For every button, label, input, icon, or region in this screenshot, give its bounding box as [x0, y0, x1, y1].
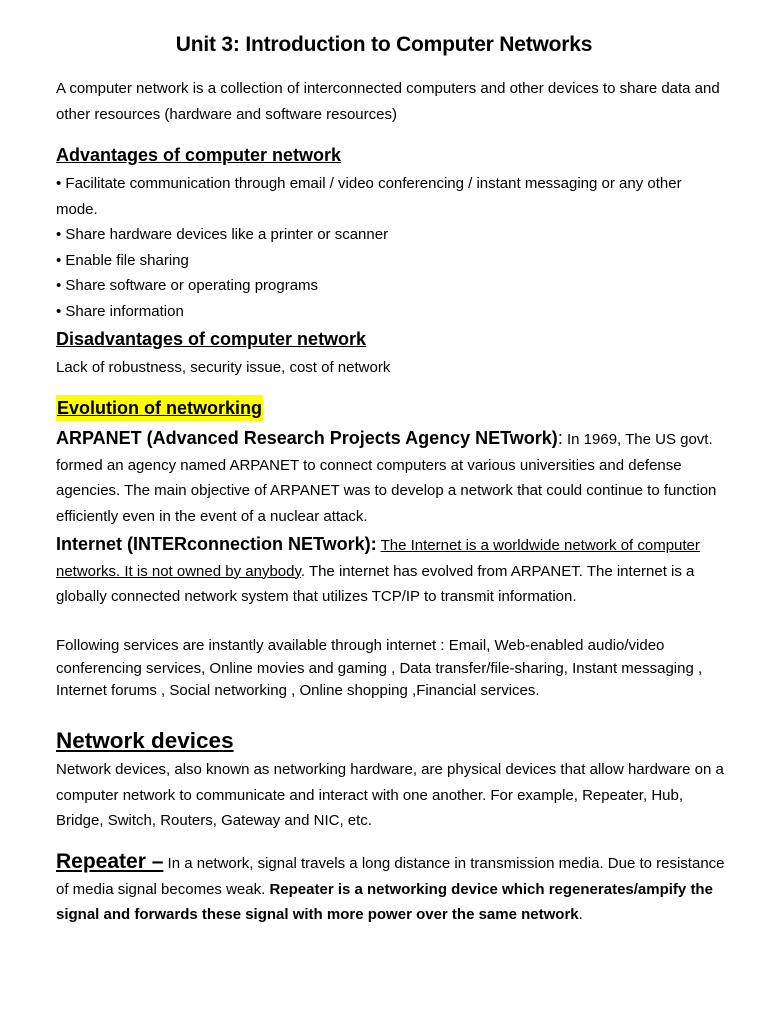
repeater-term: Repeater –: [56, 850, 164, 873]
repeater-text: In a network, signal travels a long distance in transmission media. Due to resistance of media signal becomes weak.: [56, 855, 725, 898]
disadvantages-heading: Disadvantages of computer network: [56, 329, 367, 349]
arpanet-paragraph: [56, 426, 726, 529]
internet-definition: The Internet is a worldwide network of computer networks. It is not owned by anybody: [56, 537, 700, 580]
arpanet-colon: :: [557, 428, 563, 448]
internet-paragraph: [56, 532, 726, 610]
advantage-item: • Share hardware devices like a printer or scanner: [56, 226, 389, 243]
intro-paragraph: A computer network is a collection of interconnected computers and other devices to share data and other resources (hardware and software resources): [56, 80, 720, 123]
advantages-list: [56, 171, 726, 324]
page-title: Unit 3: Introduction to Computer Networks: [175, 33, 593, 56]
evolution-heading: Evolution of networking: [56, 395, 263, 421]
network-devices-text: Network devices, also known as networking hardware, are physical devices that allow hardware on a computer network to communicate and interact with one another. For example, Repeater, Hub, Bridge, Switch, Routers, Gateway and NIC, etc.: [56, 761, 724, 829]
repeater-end: .: [578, 906, 583, 923]
evolution-heading-wrap: [56, 395, 726, 421]
arpanet-term: ARPANET (Advanced Research Projects Agency NETwork): [56, 428, 558, 448]
advantage-item: • Share software or operating programs: [56, 277, 319, 294]
internet-text: . The internet has evolved from ARPANET. The internet is a globally connected network system that utilizes TCP/IP to transmit information.: [56, 562, 695, 605]
repeater-paragraph: [56, 849, 726, 928]
internet-term: Internet (INTERconnection NETwork):: [56, 534, 377, 554]
advantage-item: • Share information: [56, 302, 184, 320]
services-paragraph: Following services are instantly available through internet : Email, Web-enabled audio/video conferencing services, Online movies and gaming , Data transfer/file-sharing, Instant messaging , Internet forums , Social networking , Online shopping ,Financial services.: [56, 637, 703, 699]
network-devices-heading: Network devices: [56, 728, 234, 753]
advantage-item: • Facilitate communication through email / video conferencing / instant messaging or any other mode.: [56, 175, 682, 218]
advantages-heading: Advantages of computer network: [56, 145, 342, 165]
disadvantages-text: Lack of robustness, security issue, cost of network: [56, 359, 391, 376]
advantage-item: • Enable file sharing: [56, 251, 189, 269]
repeater-definition: Repeater is a networking device which regenerates/ampify the signal and forwards these signal with more power over the same network: [56, 880, 713, 923]
arpanet-text: In 1969, The US govt. formed an agency named ARPANET to connect computers at various universities and defense agencies. The main objective of ARPANET was to develop a network that could continue to function efficiently even in the event of a nuclear attack.: [56, 431, 717, 525]
